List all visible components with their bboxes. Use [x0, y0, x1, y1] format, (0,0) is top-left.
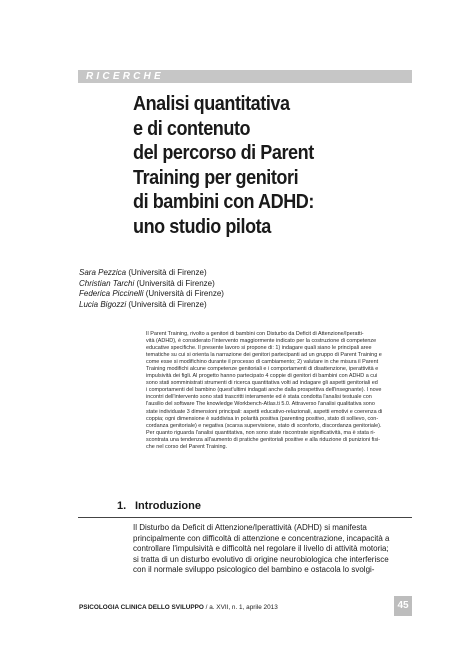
- body-line: con il normale sviluppo psicologico del bambino e ostacola lo svolgi-: [133, 565, 375, 575]
- author-name: Lucia Bigozzi: [79, 299, 127, 309]
- abstract-line: i comportamenti del bambino (quest'ultimi indagati anche dalla prospettiva dell'insegnante). I nove: [146, 387, 382, 394]
- abstract: [146, 331, 413, 451]
- title-line: del percorso di Parent: [133, 141, 314, 164]
- abstract-line: cordanza genitoriale) e negativa (scarsa supervisione, stato di sconforto, discordanza genitoriale).: [146, 422, 382, 429]
- body-line: principalmente con difficoltà di attenzione e concentrazione, incapacità a: [133, 533, 390, 543]
- title-line: di bambini con ADHD:: [133, 190, 314, 213]
- abstract-line: Training modifichi alcune competenze genitoriali e i comportamenti di disattenzione, iperattività e: [146, 366, 379, 373]
- page-number: 45: [397, 600, 409, 611]
- section-divider: [78, 517, 412, 518]
- title-line: Training per genitori: [133, 165, 299, 189]
- issue-info: / a. XVII, n. 1, aprile 2013: [203, 604, 278, 611]
- section-header-bar: [78, 70, 412, 83]
- author-list: [79, 268, 224, 310]
- abstract-line: educative specifiche. Il presente lavoro si propone di: 1) indagare quali siano le principali aree: [146, 345, 372, 352]
- section-label: RICERCHE: [86, 71, 164, 82]
- article-title: [133, 92, 379, 239]
- abstract-line: scontrata una tendenza all'aumento di pratiche genitoriali positive e alla riduzione di punizioni fisi-: [146, 436, 381, 443]
- author-name: Federica Piccinelli: [79, 289, 144, 299]
- body-line: controllare l'impulsività e difficoltà nel regolare il livello di attività motoria;: [133, 544, 389, 554]
- abstract-line: coppia; ogni dimensione è suddivisa in polarità positiva (parenting positivo, stato di sollievo, con-: [146, 415, 379, 422]
- author-affiliation: (Università di Firenze): [128, 299, 207, 309]
- abstract-line: che nel corso del Parent Training.: [146, 443, 228, 450]
- author-affiliation: (Università di Firenze): [128, 268, 207, 277]
- abstract-line: l'ausilio del software The knowledge Workbench-Atlas.ti 5.0. Attraverso l'analisi qualitativa sono: [146, 401, 375, 408]
- body-line: si tratta di un disturbo evolutivo di origine neurobiologica che interferisce: [133, 554, 389, 564]
- title-line: Analisi quantitativa: [133, 92, 290, 115]
- abstract-line: incontri dell'intervento sono stati trascritti interamente ed è stata condotta l'analisi testuale con: [146, 394, 372, 401]
- abstract-line: sono stati somministrati strumenti di ricerca quantitativa volti ad indagare gli aspetti genitoriali ed: [146, 380, 378, 387]
- section-number: 1.: [117, 500, 127, 512]
- title-line: uno studio pilota: [133, 214, 271, 238]
- abstract-line: state individuate 3 dimensioni principali: aspetti educativo-relazionali, aspetti emotivi e coerenza di: [146, 408, 383, 415]
- page-number-box: [394, 596, 412, 616]
- abstract-line: come esse si modifichino durante il processo di cambiamento; 2) valutare in che misura il Parent: [146, 359, 379, 366]
- author-entry: [79, 300, 224, 311]
- body-paragraph: [133, 523, 413, 576]
- author-affiliation: (Università di Firenze): [136, 278, 215, 288]
- abstract-line: impulsività dei figli. Al progetto hanno partecipato 4 coppie di genitori di bambini con ADHD a cui: [146, 373, 378, 380]
- abstract-line: tematiche su cui si orienta la narrazione dei genitori partecipanti ad un gruppo di Parent Training e: [146, 352, 382, 359]
- abstract-line: Il Parent Training, rivolto a genitori di bambini con Disturbo da Deficit di Attenzione/Iperatti-: [146, 331, 364, 337]
- page-footer: [79, 604, 278, 611]
- author-name: Christian Tarchi: [79, 278, 135, 288]
- author-entry: [79, 279, 224, 290]
- body-line: Il Disturbo da Deficit di Attenzione/Iperattività (ADHD) si manifesta: [133, 523, 367, 532]
- abstract-line: Per quanto riguarda l'analisi quantitativa, non sono state riscontrate significatività, ma è stata ri-: [146, 429, 376, 436]
- journal-name: PSICOLOGIA CLINICA DELLO SVILUPPO: [79, 604, 204, 611]
- author-entry: [79, 289, 224, 300]
- author-affiliation: (Università di Firenze): [145, 289, 224, 299]
- abstract-line: vità (ADHD), è considerato l'intervento maggiormente indicato per la costruzione di competenze: [146, 338, 377, 345]
- title-line: e di contenuto: [133, 116, 251, 140]
- author-name: Sara Pezzica: [79, 268, 127, 277]
- section-title: Introduzione: [135, 500, 201, 512]
- author-entry: [79, 268, 224, 279]
